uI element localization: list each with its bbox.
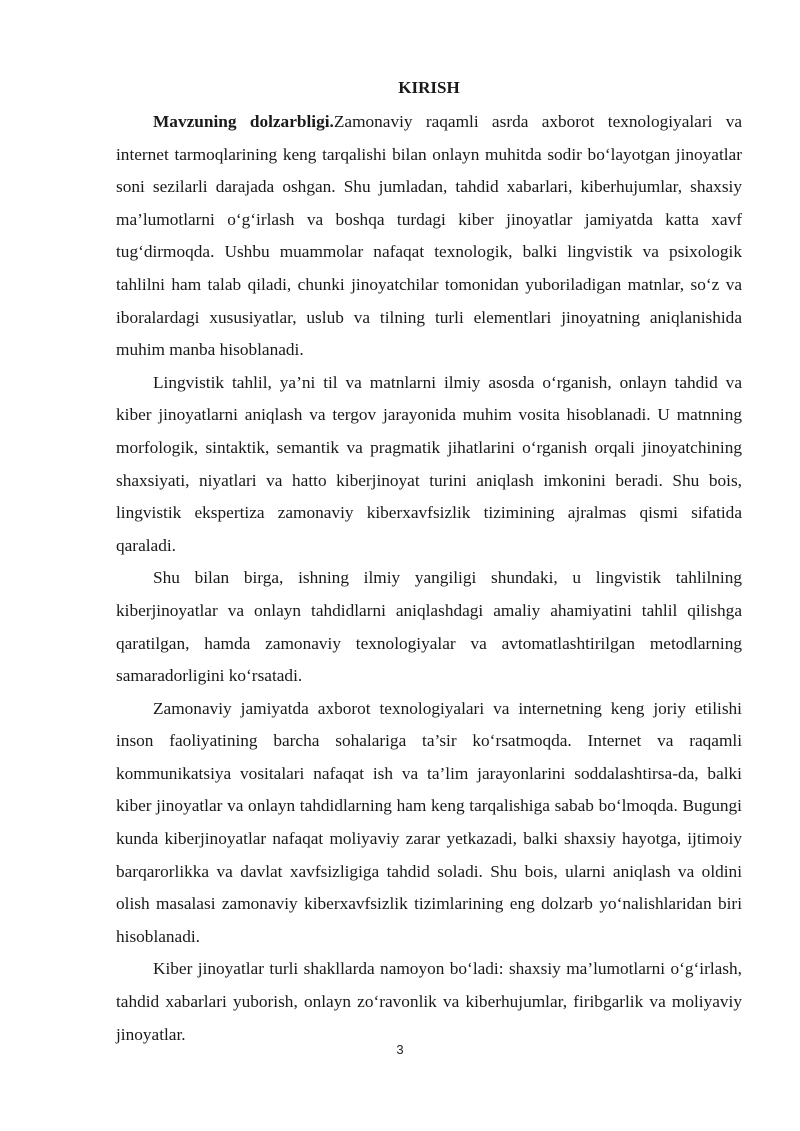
- paragraph-modern-society: [116, 693, 742, 954]
- paragraph-lead: Mavzuning dolzarbligi.: [153, 112, 334, 131]
- paragraph-scientific-novelty: [116, 562, 742, 692]
- paragraph-text: Zamonaviy jamiyatda axborot texnologiyalari va internetning keng joriy etilishi inson faoliyatining barcha sohalariga ta’sir ko‘rsatmoqda. Internet va raqamli kommunikatsiya vositalari nafaqat ish va ta’lim jarayonlarini soddalashtirsa-da, balki kiber jinoyatlar va onlayn tahdidlarning ham keng tarqalishiga sabab bo‘lmoqda. Bugungi kunda kiberjinoyatlar nafaqat moliyaviy zarar yetkazadi, balki shaxsiy hayotga, ijtimoiy barqarorlikka va davlat xavfsizligiga tahdid soladi. Shu bois, ularni aniqlash va oldini olish masalasi zamonaviy kiberxavfsizlik tizimlarining eng dolzarb yo‘nalishlaridan biri hisoblanadi.: [116, 698, 742, 946]
- paragraph-text: Kiber jinoyatlar turli shakllarda namoyon bo‘ladi: shaxsiy ma’lumotlarni o‘g‘irlash, tahdid xabarlari yuborish, onlayn zo‘ravonlik va kiberhujumlar, firibgarlik va moliyaviy jinoyatlar.: [116, 959, 742, 1044]
- section-title: KIRISH: [398, 78, 460, 97]
- paragraph-text: Shu bilan birga, ishning ilmiy yangiligi shundaki, u lingvistik tahlilning kiberjinoyatlar va onlayn tahdidlarni aniqlashdagi amaliy ahamiyatini tahlil qilishga qaratilgan, hamda zamonaviy texnologiyalar va avtomatlashtirilgan metodlarning samaradorligini ko‘rsatadi.: [116, 568, 742, 686]
- document-page: [116, 74, 742, 1051]
- paragraph-text: Zamonaviy raqamli asrda axborot texnologiyalari va internet tarmoqlarining keng tarqalishi bilan onlayn muhitda sodir bo‘layotgan jinoyatlar soni sezilarli darajada oshgan. Shu jumladan, tahdid xabarlari, kiberhujumlar, shaxsiy ma’lumotlarni o‘g‘irlash va boshqa turdagi kiber jinoyatlar jamiyatda katta xavf tug‘dirmoqda. Ushbu muammolar nafaqat texnologik, balki lingvistik va psixologik tahlilni ham talab qiladi, chunki jinoyatchilar tomonidan yuboriladigan matnlar, so‘z va iboralardagi xususiyatlar, uslub va tilning turli elementlari jinoyatning aniqlanishida muhim manba hisoblanadi.: [116, 112, 743, 360]
- page-number: 3: [396, 1042, 404, 1057]
- paragraph-linguistic-analysis: [116, 367, 742, 563]
- paragraph-relevance: [116, 106, 742, 367]
- paragraph-cybercrime-forms: [116, 953, 742, 1051]
- paragraph-text: Lingvistik tahlil, ya’ni til va matnlarni ilmiy asosda o‘rganish, onlayn tahdid va kiber jinoyatlarni aniqlash va tergov jarayonida muhim vosita hisoblanadi. U matnning morfologik, sintaktik, semantik va pragmatik jihatlarini o‘rganish orqali jinoyatchining shaxsiyati, niyatlari va hatto kiberjinoyat turini aniqlash imkonini beradi. Shu bois, lingvistik ekspertiza zamonaviy kiberxavfsizlik tizimining ajralmas qismi sifatida qaraladi.: [116, 372, 742, 555]
